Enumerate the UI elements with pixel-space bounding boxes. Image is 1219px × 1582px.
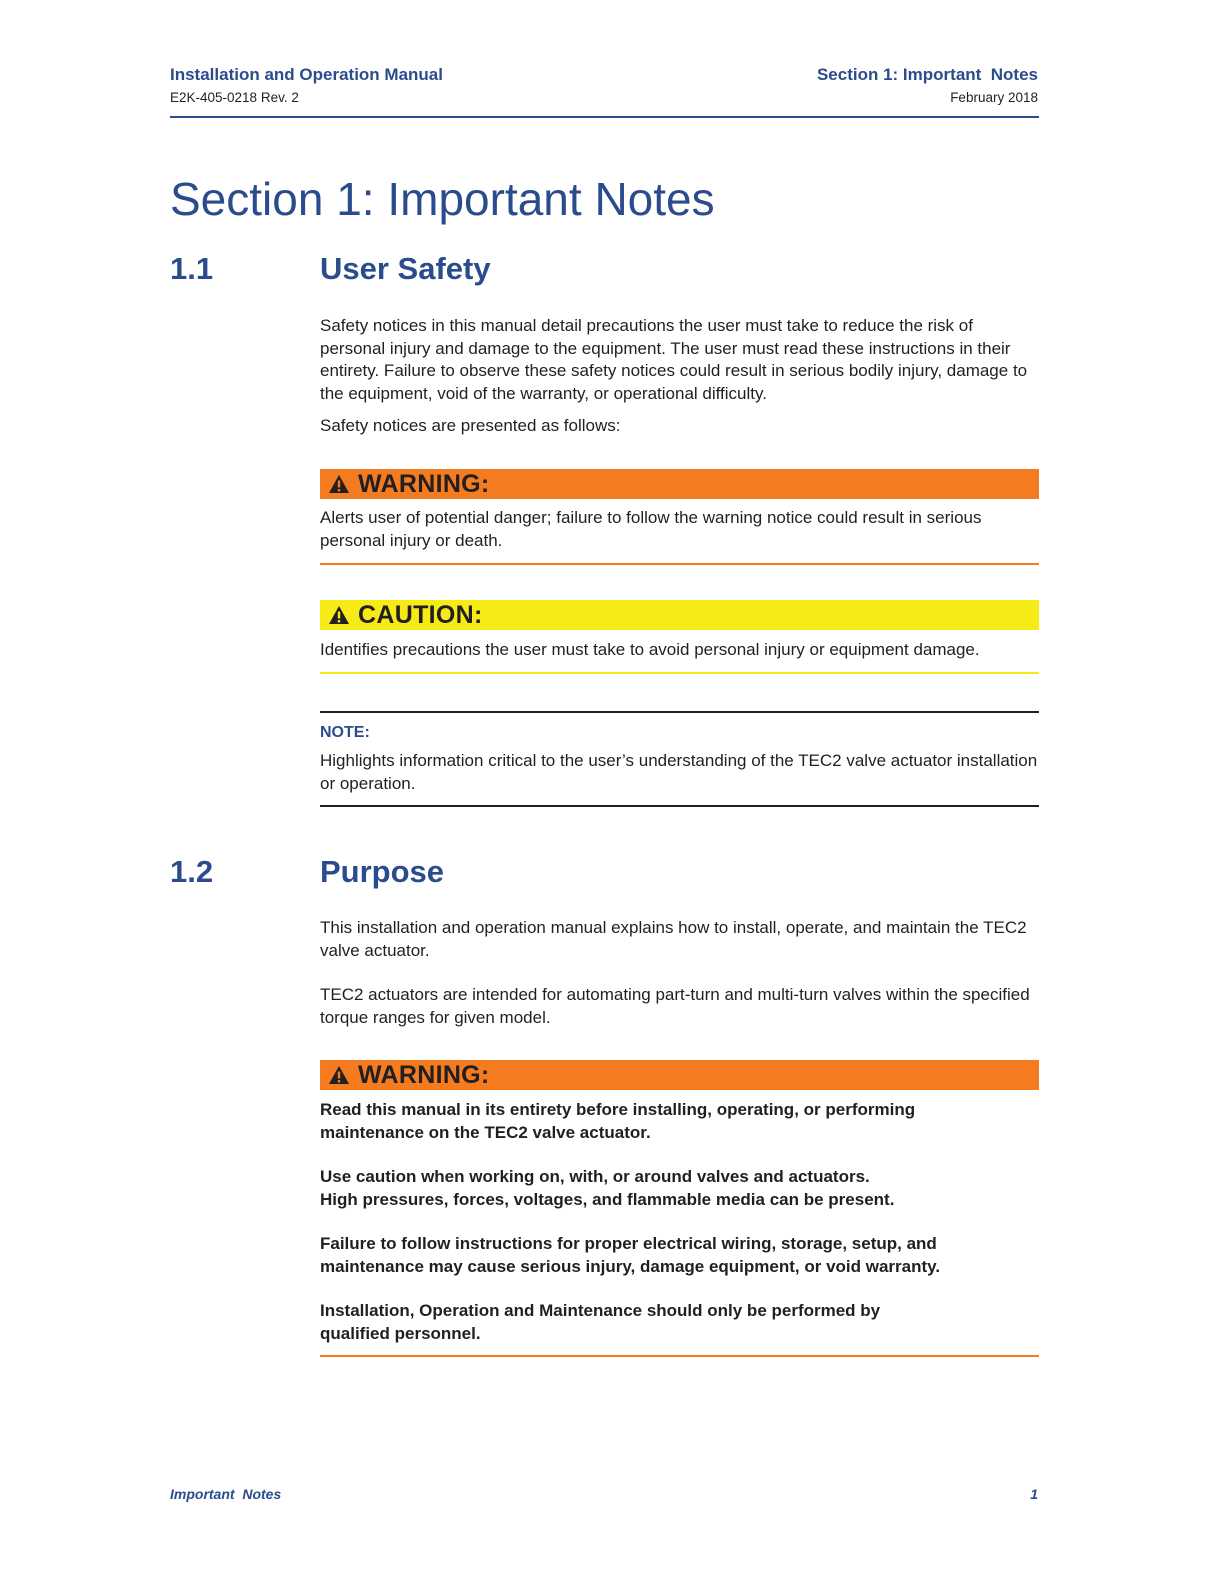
header-left: [170, 64, 443, 108]
subsection-number: 1.2: [170, 854, 214, 889]
warning-banner: [320, 469, 1039, 499]
header-right: [817, 64, 1038, 108]
warning-divider: [320, 1355, 1039, 1357]
page-number: 1: [1030, 1486, 1038, 1502]
header-section-title: Section 1: Important Notes: [816, 65, 1038, 84]
subsection-title: Purpose: [320, 854, 445, 889]
note-label: NOTE:: [320, 724, 370, 741]
caution-divider: [320, 672, 1039, 674]
caution-triangle-icon: [328, 605, 350, 625]
note-description: Highlights information critical to the user’s understanding of the TEC2 valve actuator installation or operation.: [320, 751, 1038, 793]
warning-list: [320, 1099, 1039, 1367]
warning-label: WARNING:: [358, 1061, 490, 1089]
subsection-number: 1.1: [170, 251, 214, 286]
warning-description: Alerts user of potential danger; failure to follow the warning notice could result in serious personal injury or death.: [320, 508, 982, 550]
paragraph: Safety notices in this manual detail precautions the user must take to reduce the risk of personal injury and damage to the equipment. The user must read these instructions in their entirety. Failure to observe these safety notices could result in serious bodily injury, damage to the equipment, void of the warranty, or operational difficulty.: [320, 316, 1028, 403]
manual-title: Installation and Operation Manual: [170, 65, 443, 84]
page-title: Section 1: Important Notes: [170, 173, 715, 225]
note-bottom-divider: [320, 805, 1039, 807]
caution-label: CAUTION:: [358, 601, 483, 629]
header-divider: [170, 116, 1039, 118]
warning-triangle-icon: [328, 1065, 350, 1085]
purpose-paragraph: This installation and operation manual explains how to install, operate, and maintain the TEC2 valve actuator.: [320, 918, 1027, 960]
note-top-divider: [320, 711, 1039, 713]
warning-item: Installation, Operation and Maintenance should only be performed by qualified personnel.: [320, 1301, 881, 1343]
document-date: February 2018: [950, 90, 1038, 105]
caution-description: Identifies precautions the user must take to avoid personal injury or equipment damage.: [320, 640, 980, 659]
warning-item: Failure to follow instructions for proper electrical wiring, storage, setup, and maintenance may cause serious injury, damage equipment, or void warranty.: [320, 1234, 941, 1276]
subsection-title: User Safety: [320, 251, 491, 286]
document-number: E2K-405-0218 Rev. 2: [170, 90, 299, 105]
warning-triangle-icon: [328, 474, 350, 494]
warning-item: Use caution when working on, with, or around valves and actuators.: [320, 1167, 870, 1186]
paragraph: Safety notices are presented as follows:: [320, 416, 621, 435]
warning-divider: [320, 563, 1039, 565]
warning-label: WARNING:: [358, 470, 490, 498]
caution-banner: [320, 600, 1039, 630]
warning-item: Read this manual in its entirety before installing, operating, or performing maintenance on the TEC2 valve actuator.: [320, 1100, 916, 1142]
footer-section-name: Important Notes: [170, 1486, 282, 1502]
safety-intro: [320, 315, 1039, 438]
purpose-paragraph: TEC2 actuators are intended for automating part-turn and multi-turn valves within the specified torque ranges for given model.: [320, 985, 1030, 1027]
warning-item: High pressures, forces, voltages, and flammable media can be present.: [320, 1189, 895, 1209]
warning-banner: [320, 1060, 1039, 1090]
